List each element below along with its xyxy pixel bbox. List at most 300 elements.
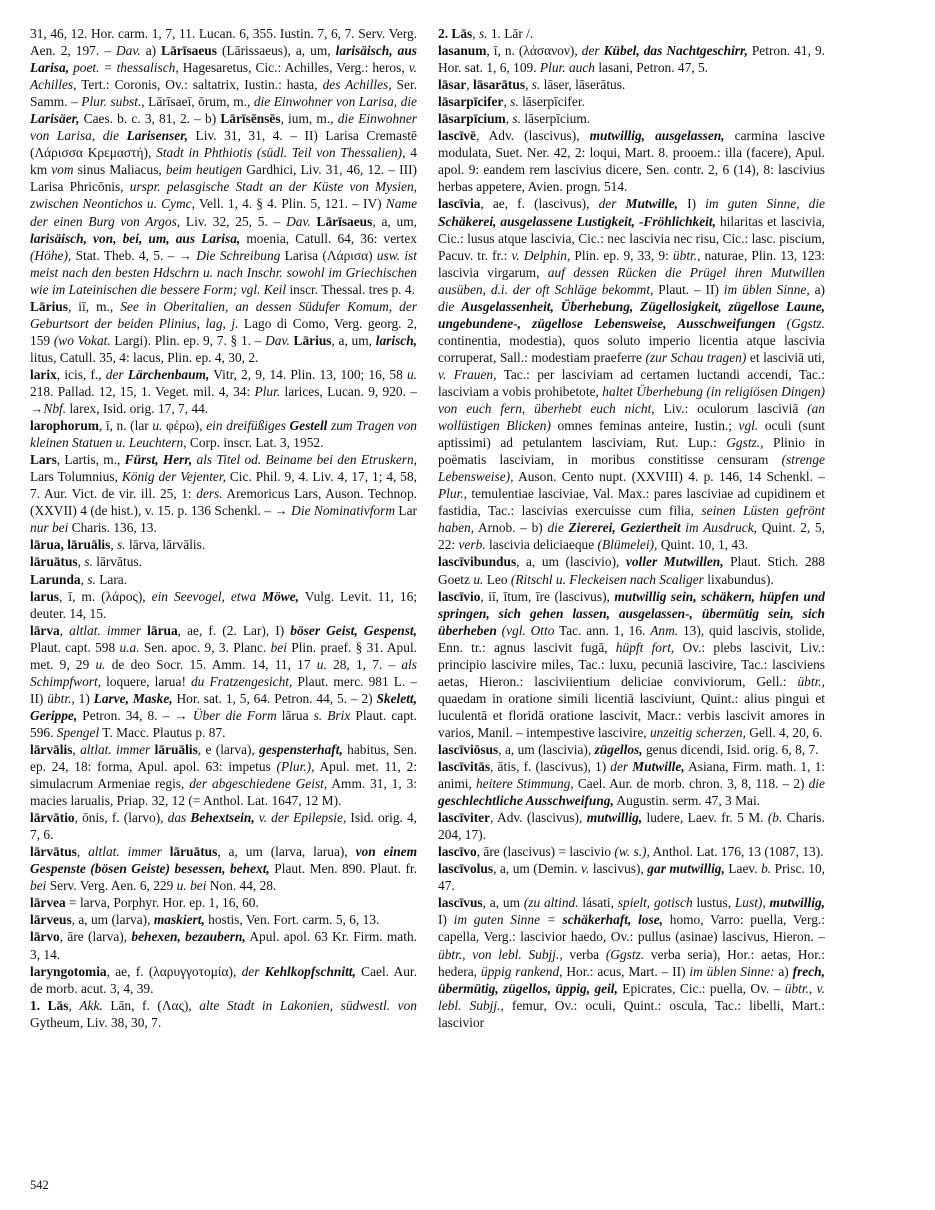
dictionary-entry [30,997,417,1031]
dictionary-entry [438,42,825,76]
italic-gloss: u. bei [176,878,207,894]
italic-gloss: → Die Schreibung [178,247,281,263]
translation-text: gar mutwillig, [647,861,725,877]
italic-gloss: b. [761,861,772,877]
entry-text: Ser. Samm. – [30,77,418,110]
dictionary-entry [438,93,825,110]
entry-text: Petron. 41, 9. Hor. sat. 1, 6, 109. [438,43,825,76]
entry-text: Plaut. capt. 598 [30,639,120,655]
italic-gloss: Stadt in Phthiotis (südl. Teil von Thessalien), [156,145,406,161]
italic-gloss: Akk. [79,997,103,1013]
translation-text: mutwillig sein, schäkern, hüpfen und springen, sich gehen lassen, ausgelassen-, übermütig sein, sich überheben [438,588,825,638]
headword-bold: Larunda [30,571,81,587]
entry-text: , ōnis, f. (larvo), [74,810,168,826]
entry-text: de deo Socr. 15. Amm. 14, 11, 17 [105,656,317,672]
dictionary-entry [438,25,825,42]
entry-text: , Adv. (lascivus), [490,810,587,826]
headword-bold: lāsar [438,77,467,93]
italic-gloss: du Fratzengesicht, [190,673,293,689]
headword-bold: 1. Lās [30,997,69,1013]
translation-text: Ziererei, Geziertheit [568,520,681,536]
translation-bold-italic [127,128,188,143]
translation-text: Lärchenbaum, [127,366,210,382]
entry-text: , ī, n. (λάσανον), [486,43,582,59]
italic-gloss: (strenge Lebensweise), [438,452,825,485]
headword-bold: lārvātus [30,844,77,860]
headword-bold: lascīviter [438,810,491,826]
entry-text: Tert.: Coronis, Ov.: saltatrix, Iustin.: hasta, [76,77,323,93]
translation-text: mutwillig, ausgelassen, [589,128,725,144]
dictionary-entry [438,588,825,741]
translation-text: böser Geist, Gespenst, [290,622,417,638]
entry-text: Plaut. capt. 596. [30,707,417,740]
translation-bold-italic [438,214,716,229]
entry-text: continentia, modestia), quos soluto imperio licentia atque lascivia corruperat, Sall.: modestiam praeferre [438,332,825,365]
headword-bold: larus [30,588,60,604]
translation-text: frech, übermütig, zügellos, üppig, geil, [438,963,825,996]
italic-gloss: poet. = thessalisch, [73,60,179,76]
entry-text: Plin. ep. 9, 33, 9: [570,247,673,263]
italic-gloss: usw. ist meist nach den besten Hdschrn u. nach Inschr. sowohl im Griechischen wie im Lateinischen die bessere Form; vgl. Keil [30,247,417,297]
entry-text: lascivia deliciaeque [485,537,598,553]
italic-gloss: auf dessen Rücken die Prügel ihren Mutwillen ausüben, d.i. der oft Schläge bekommt, [438,264,825,297]
entry-text: Non. 44, 28. [206,878,277,894]
entry-text: , iī, m., [67,298,121,314]
entry-text: larices, Lucan. 9, 920. – [280,383,417,399]
italic-gloss: v. Delphin, [511,247,571,263]
entry-text: Ov.: plebs lascivit, Liv.: principio lascivire miles, Tac.: luxu, pecuniā lascivire, Tac.: lasciviens aetas, Hieron.: lasciviientium deliciae conviviorum, Gell.: [438,639,825,689]
entry-text: Plaut. Stich. 288 Goetz [438,554,825,587]
italic-gloss: s. Brix [313,707,351,723]
entry-text: , [503,94,511,110]
translation-text: Kübel, das Nachtgeschirr, [603,43,748,59]
entry-text: , āre (larva), [59,929,132,945]
italic-gloss: im guten Sinne = [453,912,563,928]
entry-text: lásati, [578,895,618,911]
italic-gloss: die Einwohner von Larisa, die [253,94,417,110]
italic-gloss: altlat. immer [88,844,162,860]
italic-gloss: Name der einen Burg von Argos, [30,196,418,229]
dictionary-entry [30,843,417,894]
entry-text: lāser, lāserātus. [540,77,626,93]
headword-bold: lārveus [30,912,72,928]
entry-text: Anthol. Lat. 176, 13 (1087, 13). [649,844,824,860]
entry-text: homo, Varro: puella, Verg.: capella, Verg.: lascivior haedo, Ov.: pullus (asinae) lascivus, Hieron. – [438,912,825,945]
translation-bold-italic [438,793,614,808]
translation-bold-italic [604,43,748,58]
entry-text: , ae, f. (lascivus), [480,196,599,212]
entry-text: Plinio in poëmatis lasciviam, in moribus constitisse censuram [438,435,825,468]
entry-text: Plaut. merc. 981 L. – II) [30,673,418,706]
headword-bold: Lars [30,452,57,468]
italic-gloss: (Ggstz. [605,946,645,962]
italic-gloss: s. [117,537,126,553]
entry-text: et lasciviā uti, [746,349,826,365]
entry-text: , a, um (Demin. [493,861,582,877]
italic-gloss: u. [152,418,163,434]
italic-gloss: s. [478,26,488,41]
entry-text: Corp. inscr. Lat. 3, 1952. [186,435,324,451]
headword-bold: Lārius [293,332,332,348]
entry-text: genus dicendi, Isid. orig. 6, 8, 7. [642,741,819,757]
entry-text: Liv.: oculorum lasciviā [654,401,808,417]
headword-bold: lascīvolus [438,861,494,877]
italic-gloss: beim heutigen [165,162,243,178]
headword-bold: lāsarpīcium [438,111,506,127]
translation-text: maskiert, [153,912,205,928]
entry-text: Epicrates, Cic.: puella, Ov. – [617,980,785,996]
entry-text: Liv. 31, 31, 4. – II) Larisa Cremastē (Λάρισσα Κρεμαστή), [30,128,417,161]
translation-bold-italic [30,111,79,126]
entry-text: Augustin. serm. 47, 3 Mai. [613,793,761,809]
dictionary-entry [30,622,417,741]
entry-text: Gardhici, Liv. 31, 46, 12. – III) Larisa Phricōnis, [30,162,417,195]
entry-text: carmina lascive modulata, Suet. Ner. 42, 2: loqui, Mart. 8. prooem.: illa (facere), Apul. apol. 9: eandem rem lascivius dicere, Sen. contr. 2, 6 (14), 8: lascivius herbas appetere, Avien. progn. 514. [438,128,825,195]
entry-text: , iī, ītum, īre (lascivus), [480,588,615,604]
italic-gloss: u. [316,656,327,672]
headword-bold: lascīvus [438,895,483,911]
translation-text: Larisäer, [30,111,80,127]
entry-text: Lago di Como, Verg. georg. 2, 159 [30,315,417,348]
italic-gloss: u. [406,366,417,382]
entry-text: inscr. Thessal. tres p. 4. [286,281,415,297]
entry-text: , Lartis, m., [56,452,125,468]
entry-text: Plin. praef. § 31. Apul. met. 9, 29 [30,639,418,672]
headword-bold: lasanum [438,43,487,59]
italic-gloss: König der Vejenter, [121,469,226,485]
translation-text: Skelett, Gerippe, [30,690,417,723]
headword-bold: larophorum [30,418,99,434]
headword-bold: lārvea [30,895,66,911]
entry-text: , ī, m. (λάρος), [59,588,152,604]
italic-gloss: Plur. [254,383,281,399]
headword-bold: laryngotomia [30,963,107,979]
entry-text: Quint. 2, 5, 22: [438,520,825,553]
entry-text: lustus, [692,895,735,911]
entry-text: loquere, larua! [101,673,191,689]
italic-gloss: (Ritschl u. Fleckeisen nach Scaliger [510,571,704,587]
italic-gloss: bei [30,878,47,894]
translation-text: Larve, Maske, [93,690,173,706]
entry-text: , a, um, [331,332,376,348]
italic-gloss: im Ausdruck, [680,520,758,536]
headword-bold: lārvālis [30,741,73,757]
headword-bold: lāruātus [30,554,78,570]
entry-text: T. Macc. Plautus p. 87. [99,724,226,740]
italic-gloss: bei [270,639,287,655]
italic-gloss: (b. [767,810,783,826]
translation-bold-italic [568,520,680,535]
italic-gloss: im guten Sinne, die [705,196,826,212]
entry-text: , [505,111,513,127]
entry-text: 1. Lār /. [487,26,534,41]
dictionary-entry [30,366,417,417]
entry-text: ludere, Laev. fr. 5 M. [642,810,768,826]
entry-text: lāserpīcifer. [518,94,585,110]
dictionary-entry [30,536,417,553]
headword-bold: lārua, lāruālis [30,537,111,553]
entry-text: , [68,997,80,1013]
italic-gloss: die [438,298,462,314]
italic-gloss: Spengel [56,724,100,740]
dictionary-entry [438,553,825,587]
translation-text: mutwillig, [769,895,825,911]
entry-text: (Lārissaeus), a, um, [216,43,336,59]
entry-text: verba [562,946,606,962]
translation-bold-italic [595,742,643,757]
entry-text: sinus Maliacus, [73,162,166,178]
entry-text: Aremoricus Lars, Auson. Technop. (XXVII) 4 (de hist.), v. 15. p. 136 Schenkl. – [30,486,417,519]
italic-gloss: nur bei [30,520,69,536]
entry-text: I) [438,912,454,928]
italic-gloss: (an wollüstigen Blicken) [438,401,825,434]
translation-text: Gestell [289,418,328,434]
dictionary-entry [438,195,825,553]
translation-text: Mutwille, [632,759,685,775]
translation-text: Möwe, [262,588,299,604]
dictionary-entry [438,809,825,843]
entry-text: Amm. 31, 1, 3: macies larualis, Priap. 32, 12 (= Anthol. Lat. 1647, 12 M). [30,776,417,809]
dictionary-entry [30,588,417,622]
entry-text: omnes feminas anteire, Iustin.; [550,418,739,434]
italic-gloss: übtr., von lebl. Subjj., [438,946,563,962]
translation-bold-italic [265,964,356,979]
italic-gloss: ein dreifüßiges [206,418,290,434]
entry-text: Vell. 1, 4. § 4. Plin. 5, 121. – IV) [194,196,386,212]
entry-text: I) [678,196,706,212]
translation-text: geschlechtliche Ausschweifung, [438,793,614,809]
dictionary-entry [438,843,825,860]
entry-text: hilaritas et lascivia, Cic.: lusus atque lascivia, Cic.: nec lascivia nec risu, Cic.: lasc. piscium, Pacuv. tr. fr.: [438,213,825,263]
italic-gloss: Anm. [650,622,679,638]
italic-gloss: (Blümelei), [597,537,658,553]
italic-gloss: verb. [458,537,486,553]
italic-gloss: u. [473,571,484,587]
italic-gloss: (wo Vokat. [53,332,111,348]
italic-gloss: (vgl. Otto [501,622,555,638]
entry-text: lārva, lārvālis. [125,537,206,553]
entry-text: a) [809,281,825,297]
entry-text: , [80,571,88,587]
entry-text: Serv. Verg. Aen. 6, 229 [46,878,177,894]
italic-gloss: See in Oberitalien, an dessen Südufer Komum, der Geburtsort der beiden Plinius, lag, j. [30,298,417,331]
italic-gloss: alte Stadt in Lakonien, südwestl. von [199,997,417,1013]
italic-gloss: ein Seevogel, etwa [151,588,263,604]
entry-text: , a, um (lascivio), [516,554,626,570]
headword-bold: lascīvio [438,588,481,604]
translation-bold-italic [128,367,209,382]
dictionary-entry [438,76,825,93]
translation-text: behexen, bezaubern, [131,929,246,945]
entry-text: quaedam in oratione simili licentiā lasciviunt, Quint.: alius pingui et luculentā et floridā oratione lascivit, Macr.: verbis lascivit amores in varios, Manil. – intempestive lascivire, [438,690,825,740]
italic-gloss: (zur Schau tragen) [645,349,747,365]
translation-bold-italic [770,895,825,910]
headword-bold: lāsarpīcifer [438,94,504,110]
entry-text [775,316,786,331]
entry-text: , a, um (larva, larua), [217,844,356,860]
translation-bold-italic [438,299,825,331]
italic-gloss: der [598,196,626,212]
italic-gloss: s. [87,571,96,587]
entry-text: Leo [483,571,511,587]
entry-text: naturae, Plin. 13, 123: lascivia virgarum, [438,247,825,280]
translation-bold-italic [131,929,245,944]
entry-text: habitus, Sen. ep. 24, 18: forma, Apul. apol. 63: impetus [30,741,417,775]
headword-bold: lascīvitās [438,759,491,775]
translation-text: Behextsein, [190,810,255,826]
entry-text: Lārīsaeī, ōrum, m., [144,94,254,110]
italic-gloss: die [547,520,569,536]
entry-text: Apul. met. 11, 2: simulacrum Armeniae regis, [30,759,417,792]
italic-gloss: zum Tragen von kleinen Statuen u. Leuchtern, [30,418,418,451]
italic-gloss: seinen Lüsten gefrönt haben, [438,503,825,536]
dictionary-entry [30,741,417,809]
entry-text: Vitr, 2, 9, 14. Plin. 13, 100; 16, 58 [209,366,407,382]
italic-gloss: der [610,759,633,775]
entry-text: Lar [395,503,417,519]
italic-gloss: (Ggstz. [786,315,825,331]
translation-bold-italic [259,742,343,757]
headword-bold: lārvo [30,929,60,945]
entry-text: Cael. Aur. de morb. chron. 3, 8, 118. – 2) [573,776,809,792]
dictionary-entry [438,894,825,1030]
entry-text: a) [140,43,162,59]
headword-bold: Lārīsaeus [316,213,373,229]
italic-gloss: u. [95,656,106,672]
translation-text: Mutwille, [625,196,679,212]
entry-text: , ium, m., [280,111,338,127]
translation-bold-italic [590,128,725,143]
headword-bold: Lārīsaeus [161,43,217,59]
headword-bold: lārua [147,622,178,638]
entry-text: Charis. 136, 13. [68,520,157,536]
dictionary-entry [438,741,825,758]
translation-bold-italic [190,810,254,825]
entry-text: Auson. Cento nupt. (XXVIII) 4. p. 146, 14 Schenkl. – [513,469,825,485]
translation-text: larisäisch, von, bei, um, aus Larisa, [30,230,241,246]
dictionary-entry [30,298,417,366]
entry-text: 13), quid lascivis, stolide, Enn. tr.: agnus lascivit fugā, [438,622,825,655]
page-number: 542 [30,1178,49,1192]
entry-text: , a, um, [372,213,417,229]
entry-text: , [59,622,70,638]
translation-bold-italic [262,589,299,604]
entry-text: Larisa (Λάρισα) [280,247,377,263]
italic-gloss: (w. s.), [614,844,650,860]
translation-bold-italic [289,418,327,433]
italic-gloss: die Einwohner von Larisa, die [30,111,417,144]
entry-text: , [77,554,85,570]
headword-bold: lārva [30,622,60,638]
dictionary-entry [30,25,417,298]
italic-gloss: Ggstz., [726,435,764,451]
entry-text: hostis, Ven. Fort. carm. 5, 6, 13. [204,912,380,928]
entry-text: φέρω), [162,418,207,434]
italic-gloss: ders. [196,486,223,502]
entry-text: 28, 1, 7. – [326,656,402,672]
entry-text: Laev. [724,861,762,877]
entry-text: 4 km [30,145,417,178]
italic-gloss: spielt, gotisch [617,895,693,911]
italic-gloss: (Plur.), [276,759,315,775]
italic-gloss: vgl. [738,418,759,434]
entry-text: , ī, n. (lar [98,418,153,434]
italic-gloss: vom [51,162,74,178]
entry-text: femur, Ov.: oculi, Quint.: oscula, Tac.: libelli, Mart.: lascivior [438,997,825,1030]
italic-gloss: v. der Epilepsie, [254,810,347,826]
italic-gloss: heitere Stimmung, [475,776,574,792]
entry-text: Cic. Phil. 9, 4. Liv. 4, 17, 1; 4, 58, 7. Aur. Vict. de vir. ill. 25, 1: [30,469,417,502]
translation-text: larisäisch, aus Larisa, [30,43,417,76]
translation-bold-italic [290,623,417,638]
entry-text: Charis. 204, 17). [438,810,825,843]
entry-text: , [72,741,81,757]
entry-text: lixabundus). [703,571,774,587]
translation-text: Kehlkopfschnitt, [264,963,356,979]
italic-gloss: der [105,366,128,382]
entry-text: = larva, Porphyr. Hor. ep. 1, 16, 60. [65,895,259,911]
italic-gloss: als Schimpfwort, [30,656,417,689]
entry-text: Hor.: acus, Mart. – II) [562,963,690,979]
entry-text: Plaut. Men. 890. Plaut. fr. [269,861,417,877]
translation-bold-italic [376,333,417,348]
headword-bold: 2. Lās [438,26,473,41]
entry-text: Hor. sat. 1, 5, 64. Petron. 44, 5. – 2) [172,690,377,706]
translation-bold-italic [30,231,240,246]
entry-text [162,844,170,859]
italic-gloss: hüpft fort, [615,639,675,655]
italic-gloss: (Höhe), [30,247,72,263]
dictionary-entry [30,963,417,997]
italic-gloss: s. [512,111,521,127]
entry-text: Lān, f. (Λας), [102,997,200,1013]
italic-gloss: s. [531,77,541,93]
italic-gloss: haltet Überhebung (in religiösen Dingen) von euch fern, überhebt euch nicht, [438,383,825,417]
italic-gloss: der [581,43,604,59]
entry-text: lārua [276,707,314,723]
entry-text: Tac. ann. 1, 16. [554,622,651,638]
entry-text: , [76,844,89,860]
italic-gloss: Plur., [438,486,468,502]
entry-text: Largi). Plin. ep. 9, 7. § 1. – [110,332,266,348]
dictionary-entry [30,451,417,536]
headword-bold: Lārius [30,298,68,314]
italic-gloss: v. Frauen, [438,366,497,382]
italic-gloss: u.a. [119,639,140,655]
translation-text: larisch, [375,332,418,348]
entry-text: , ae, f. (λαρυγγοτομία), [106,963,242,979]
entry-text: , Adv. (lascivus), [475,128,590,144]
italic-gloss: (zu altind. [523,895,579,911]
translation-text: Larisenser, [126,128,189,144]
entry-text: 31, 46, 12. Hor. carm. 1, 7, 11. Lucan. 6, 355. Iustin. 7, 6, 7. Serv. Verg. Aen. 2, 197. – [30,26,417,59]
italic-gloss: →Nbf. [30,401,67,417]
headword-bold: lāruālis [154,741,198,757]
translation-bold-italic [626,196,678,211]
entry-text: Prisc. 10, 47. [438,861,825,894]
italic-gloss: das [167,810,191,826]
dictionary-entry [438,758,825,809]
italic-gloss: Plur. auch [539,60,595,76]
entry-text: Tac.: per lasciviam ad certamen luctandi accendi, Tac.: lasciviam a vobis prohibetote, [438,366,825,399]
dictionary-entry [30,553,417,570]
headword-bold: lascīvibundus [438,554,517,570]
translation-text: mutwillig, [586,810,643,826]
entry-text: , a, um (lascivia), [498,741,595,757]
headword-bold: lāruātus [169,844,218,860]
left-column [30,25,417,1031]
entry-text: , a, um [482,895,524,911]
